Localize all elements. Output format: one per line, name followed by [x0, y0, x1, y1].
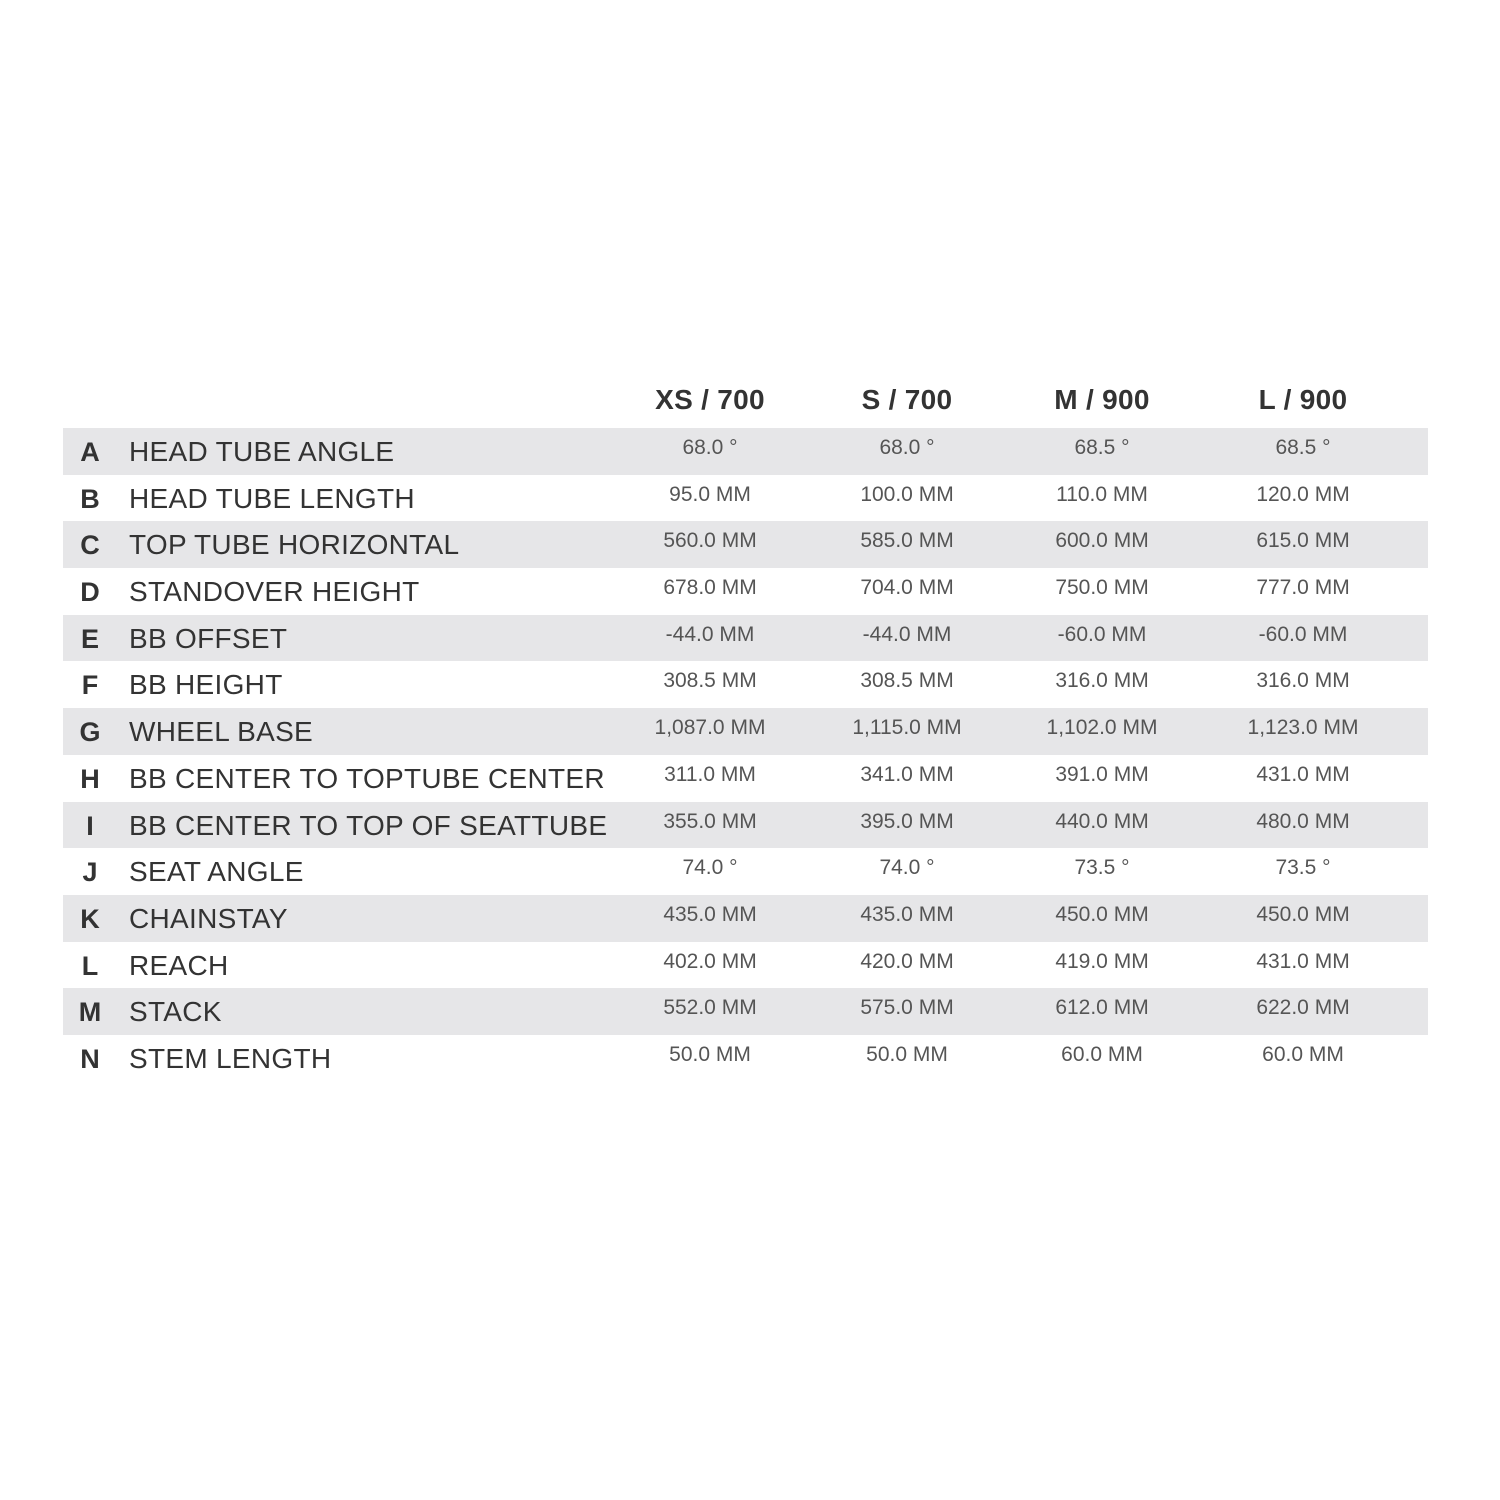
table-cell: 622.0 MM [1256, 996, 1350, 1020]
table-row [63, 708, 1428, 755]
row-label: STACK [129, 996, 222, 1028]
table-cell: -60.0 MM [1258, 622, 1348, 646]
table-cell: 612.0 MM [1055, 996, 1149, 1020]
table-cell: 60.0 MM [1262, 1042, 1344, 1066]
row-label: SEAT ANGLE [129, 856, 304, 888]
size-header-m-900: M / 900 [1054, 384, 1150, 415]
table-cell: 68.0 ° [682, 436, 738, 459]
table-cell: 74.0 ° [879, 856, 935, 880]
row-letter: C [80, 530, 100, 561]
row-letter: E [80, 623, 99, 654]
table-cell: 431.0 MM [1256, 949, 1350, 973]
table-cell: 615.0 MM [1256, 529, 1350, 553]
table-cell: 1,123.0 MM [1247, 716, 1359, 740]
table-cell: 450.0 MM [1256, 902, 1350, 926]
table-row [63, 895, 1428, 942]
table-cell: 440.0 MM [1055, 809, 1149, 833]
row-label: BB CENTER TO TOP OF SEATTUBE [129, 809, 608, 841]
table-cell: 95.0 MM [669, 482, 751, 506]
table-cell: 435.0 MM [860, 902, 954, 926]
size-header-l-900: L / 900 [1258, 384, 1348, 415]
table-cell: 355.0 MM [663, 809, 757, 833]
table-cell: 560.0 MM [663, 529, 757, 553]
table-cell: 395.0 MM [860, 809, 954, 833]
table-cell: 341.0 MM [860, 762, 954, 786]
table-cell: 68.0 ° [879, 436, 935, 459]
row-letter: G [79, 717, 101, 748]
table-row [63, 1035, 1428, 1082]
table-cell: 585.0 MM [860, 529, 954, 553]
table-cell: 402.0 MM [663, 949, 757, 973]
table-cell: 678.0 MM [663, 576, 757, 600]
table-cell: 750.0 MM [1055, 576, 1149, 600]
table-cell: 435.0 MM [663, 902, 757, 926]
row-letter: J [82, 857, 98, 888]
row-letter: B [80, 483, 100, 514]
table-cell: 704.0 MM [860, 576, 954, 600]
table-row [63, 428, 1428, 475]
table-cell: -60.0 MM [1057, 622, 1147, 646]
row-letter: L [81, 950, 99, 981]
row-letter: F [81, 670, 99, 701]
table-cell: 391.0 MM [1055, 762, 1149, 786]
table-row [63, 755, 1428, 802]
table-cell: 73.5 ° [1074, 856, 1130, 880]
table-cell: 68.5 ° [1275, 436, 1331, 459]
geometry-table [63, 378, 1428, 1082]
table-cell: 74.0 ° [682, 856, 738, 880]
size-header-s-700: S / 700 [861, 384, 953, 415]
table-cell: 480.0 MM [1256, 809, 1350, 833]
table-cell: 420.0 MM [860, 949, 954, 973]
row-letter: A [80, 437, 100, 467]
row-letter: D [80, 577, 100, 608]
table-row [63, 802, 1428, 849]
table-row [63, 521, 1428, 568]
table-cell: 450.0 MM [1055, 902, 1149, 926]
geometry-rows [63, 428, 1428, 1082]
table-cell: 1,115.0 MM [852, 716, 962, 740]
row-label: WHEEL BASE [129, 716, 314, 748]
row-label: BB OFFSET [129, 622, 288, 654]
table-row [63, 615, 1428, 662]
table-cell: -44.0 MM [862, 622, 952, 646]
row-label: BB HEIGHT [129, 669, 283, 701]
table-cell: 68.5 ° [1074, 436, 1130, 459]
row-label: BB CENTER TO TOPTUBE CENTER [129, 762, 605, 794]
table-cell: -44.0 MM [665, 622, 755, 646]
table-row [63, 661, 1428, 708]
table-row [63, 848, 1428, 895]
table-row [63, 988, 1428, 1035]
row-letter: I [86, 810, 94, 841]
row-label: REACH [129, 949, 229, 981]
table-cell: 1,102.0 MM [1046, 716, 1158, 740]
table-row [63, 475, 1428, 522]
table-cell: 308.5 MM [860, 669, 954, 693]
table-cell: 100.0 MM [860, 482, 954, 506]
row-label: CHAINSTAY [129, 902, 288, 934]
table-row [63, 568, 1428, 615]
table-cell: 110.0 MM [1056, 482, 1148, 506]
table-row [63, 942, 1428, 989]
table-cell: 431.0 MM [1256, 762, 1350, 786]
table-cell: 600.0 MM [1055, 529, 1149, 553]
row-letter: N [80, 1043, 100, 1074]
table-cell: 419.0 MM [1055, 949, 1149, 973]
table-cell: 552.0 MM [663, 996, 757, 1020]
row-label: HEAD TUBE ANGLE [129, 436, 395, 467]
table-cell: 777.0 MM [1256, 576, 1350, 600]
size-header-xs-700: XS / 700 [655, 384, 765, 415]
row-label: STEM LENGTH [129, 1042, 332, 1074]
table-cell: 50.0 MM [866, 1042, 948, 1066]
row-letter: M [78, 997, 102, 1028]
row-label: HEAD TUBE LENGTH [129, 482, 415, 514]
row-label: TOP TUBE HORIZONTAL [129, 529, 460, 561]
table-cell: 575.0 MM [860, 996, 954, 1020]
table-cell: 120.0 MM [1256, 482, 1350, 506]
row-label: STANDOVER HEIGHT [129, 576, 420, 608]
table-cell: 60.0 MM [1061, 1042, 1143, 1066]
table-cell: 311.0 MM [664, 762, 756, 786]
table-cell: 50.0 MM [669, 1042, 751, 1066]
table-cell: 73.5 ° [1275, 856, 1331, 880]
table-cell: 316.0 MM [1055, 669, 1149, 693]
table-cell: 316.0 MM [1256, 669, 1350, 693]
table-cell: 308.5 MM [663, 669, 757, 693]
row-letter: K [80, 903, 100, 934]
table-cell: 1,087.0 MM [654, 716, 766, 740]
row-letter: H [80, 763, 100, 794]
size-header-row [63, 378, 1428, 428]
